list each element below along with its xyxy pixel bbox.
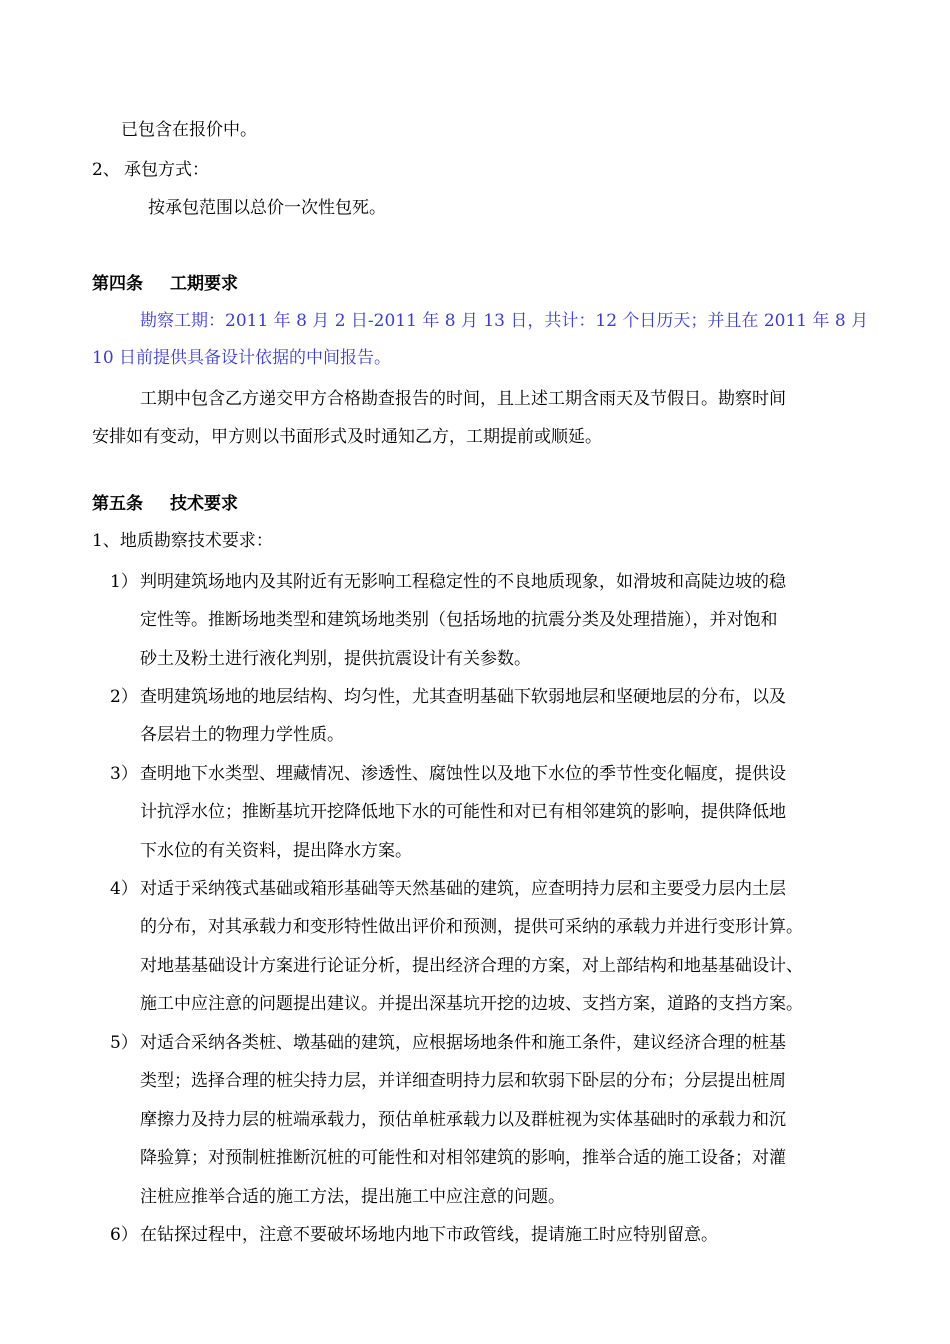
list-item-line: 摩擦力及持力层的桩端承载力，预估单桩承载力以及群桩视为实体基础时的承载力和沉 <box>140 1110 786 1130</box>
list-item-number: 5） <box>110 1033 138 1053</box>
list-item-line: 判明建筑场地内及其附近有无影响工程稳定性的不良地质现象，如滑坡和高陡边坡的稳 <box>140 572 786 592</box>
subsection-1-heading: 1、地质勘察技术要求： <box>92 531 273 551</box>
list-item-line: 查明地下水类型、埋藏情况、渗透性、腐蚀性以及地下水位的季节性变化幅度，提供设 <box>140 764 786 784</box>
list-item-line: 施工中应注意的问题提出建议。并提出深基坑开挖的边坡、支挡方案，道路的支挡方案。 <box>140 994 803 1014</box>
list-item-line: 的分布，对其承载力和变形特性做出评价和预测，提供可采纳的承载力并进行变形计算。 <box>140 917 803 937</box>
list-item-line: 降验算；对预制桩推断沉桩的可能性和对相邻建筑的影响，推举合适的施工设备；对灌 <box>140 1148 786 1168</box>
section-4-number: 第四条 <box>92 274 143 294</box>
list-item-number: 4） <box>110 879 138 899</box>
section-4-title: 工期要求 <box>170 274 238 294</box>
item-2-body: 按承包范围以总价一次性包死。 <box>148 198 386 218</box>
schedule-note-line-1: 工期中包含乙方递交甲方合格勘查报告的时间，且上述工期含雨天及节假日。勘察时间 <box>140 389 786 409</box>
list-item-line: 对适合采纳各类桩、墩基础的建筑，应根据场地条件和施工条件，建议经济合理的桩基 <box>140 1033 786 1053</box>
list-item-line: 对地基基础设计方案进行论证分析，提出经济合理的方案，对上部结构和地基基础设计、 <box>140 956 803 976</box>
list-item-line: 砂土及粉土进行液化判别，提供抗震设计有关参数。 <box>140 649 531 669</box>
list-item-line: 类型；选择合理的桩尖持力层，并详细查明持力层和软弱下卧层的分布；分层提出桩周 <box>140 1071 786 1091</box>
schedule-line-1: 勘察工期：2011 年 8 月 2 日-2011 年 8 月 13 日，共计：12 个日历天；并且在 2011 年 8 月 <box>140 311 869 331</box>
list-item-number: 1） <box>110 572 138 592</box>
section-5-title: 技术要求 <box>170 494 238 514</box>
list-item-line: 在钻探过程中，注意不要破坏场地内地下市政管线，提请施工时应特别留意。 <box>140 1225 718 1245</box>
item-2-number: 2、 <box>92 160 120 180</box>
list-item-number: 2） <box>110 687 138 707</box>
list-item-line: 查明建筑场地的地层结构、均匀性，尤其查明基础下软弱地层和坚硬地层的分布，以及 <box>140 687 786 707</box>
list-item-line: 定性等。推断场地类型和建筑场地类别（包括场地的抗震分类及处理措施），并对饱和 <box>140 610 778 630</box>
list-item-number: 3） <box>110 764 138 784</box>
section-5-number: 第五条 <box>92 494 143 514</box>
schedule-note-line-2: 安排如有变动，甲方则以书面形式及时通知乙方，工期提前或顺延。 <box>92 427 602 447</box>
list-item-line: 注桩应推举合适的施工方法，提出施工中应注意的问题。 <box>140 1187 565 1207</box>
list-item-line: 下水位的有关资料，提出降水方案。 <box>140 841 412 861</box>
list-item-line: 对适于采纳筏式基础或箱形基础等天然基础的建筑，应查明持力层和主要受力层内土层 <box>140 879 786 899</box>
continuation-line: 已包含在报价中。 <box>121 120 257 140</box>
list-item-number: 6） <box>110 1225 138 1245</box>
schedule-line-2: 10 日前提供具备设计依据的中间报告。 <box>92 348 392 368</box>
list-item-line: 计抗浮水位；推断基坑开挖降低地下水的可能性和对已有相邻建筑的影响，提供降低地 <box>140 802 786 822</box>
list-item-line: 各层岩土的物理力学性质。 <box>140 725 344 745</box>
item-2-label: 承包方式： <box>124 160 209 180</box>
